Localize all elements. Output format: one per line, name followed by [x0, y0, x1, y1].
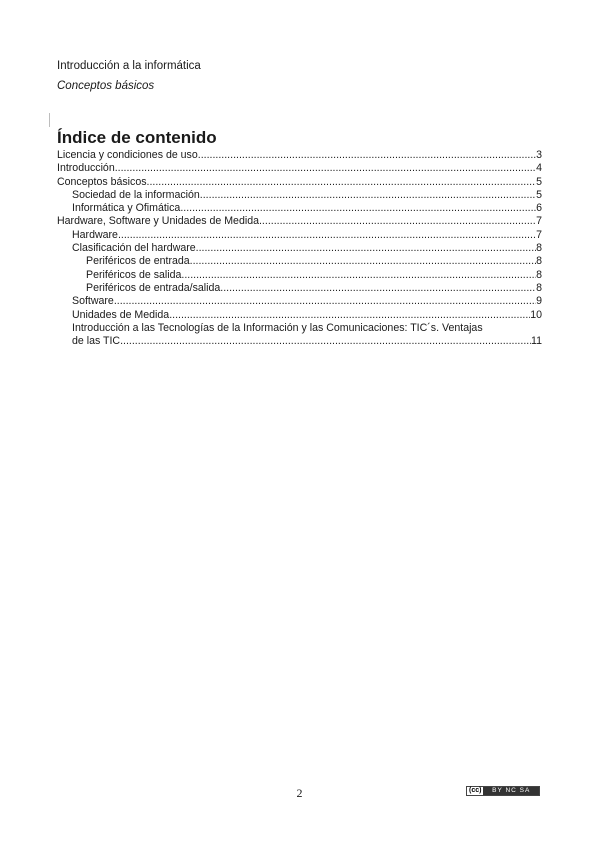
toc-entry-label: Periféricos de entrada/salida	[86, 281, 221, 294]
toc-entry-clasificacion-hardware[interactable]	[57, 242, 542, 255]
toc-entry-page: 7	[536, 215, 542, 228]
toc-leader-dots	[181, 269, 536, 282]
toc-entry-label: Sociedad de la información	[72, 188, 200, 201]
toc-leader-dots	[200, 189, 536, 202]
toc-leader-dots	[196, 242, 536, 255]
toc-entry-page: 11	[531, 335, 542, 348]
toc-entry-introduccion[interactable]	[57, 162, 542, 175]
toc-entry-page: 4	[536, 162, 542, 175]
toc-entry-page: 10	[530, 308, 542, 321]
toc-entry-label: Conceptos básicos	[57, 175, 147, 188]
toc-entry-label: Unidades de Medida	[72, 308, 170, 321]
toc-entry-page: 6	[536, 202, 542, 215]
toc-entry-label: Informática y Ofimática	[72, 202, 181, 215]
toc-entry-label: Hardware	[72, 228, 118, 241]
cc-logo-text: (cc)	[469, 787, 482, 794]
page-number: 2	[296, 786, 303, 800]
toc-leader-dots	[259, 215, 536, 228]
toc-entry-page: 8	[536, 255, 542, 268]
toc-entry-page: 8	[536, 268, 542, 281]
toc-leader-dots	[118, 229, 536, 242]
creative-commons-badge	[466, 786, 540, 796]
toc-heading: Índice de contenido	[57, 128, 217, 147]
toc-entry-label: Introducción	[57, 162, 115, 175]
toc-leader-dots	[115, 162, 536, 175]
toc-entry-hardware[interactable]	[57, 229, 542, 242]
toc-entry-perifericos-entrada-salida[interactable]	[57, 282, 542, 295]
toc-entry-label: Periféricos de entrada	[86, 255, 190, 268]
table-of-contents	[57, 149, 542, 348]
toc-entry-page: 8	[536, 242, 542, 255]
toc-entry-label: Licencia y condiciones de uso	[57, 149, 198, 161]
toc-entry-label: Hardware, Software y Unidades de Medida	[57, 215, 259, 228]
toc-entry-perifericos-entrada[interactable]	[57, 255, 542, 268]
document-header-title: Introducción a la informática	[57, 60, 201, 72]
toc-entry-hardware-software-unidades[interactable]	[57, 215, 542, 228]
toc-entry-perifericos-salida[interactable]	[57, 269, 542, 282]
toc-entry-tic[interactable]	[57, 322, 542, 349]
toc-entry-software[interactable]	[57, 295, 542, 308]
toc-entry-conceptos-basicos[interactable]	[57, 176, 542, 189]
toc-leader-dots	[190, 255, 536, 268]
toc-leader-dots	[169, 309, 530, 322]
toc-entry-sociedad-informacion[interactable]	[57, 189, 542, 202]
toc-entry-page: 5	[536, 188, 542, 201]
toc-entry-page: 3	[536, 149, 542, 161]
toc-entry-label-line2: de las TIC	[72, 335, 121, 348]
toc-entry-label: Clasificación del hardware	[72, 242, 196, 255]
toc-entry-unidades-medida[interactable]	[57, 309, 542, 322]
toc-entry-line2	[57, 335, 542, 348]
toc-leader-dots	[180, 202, 536, 215]
toc-entry-label: Periféricos de salida	[86, 268, 182, 281]
document-header-subtitle: Conceptos básicos	[57, 80, 155, 92]
cc-license-terms: BY NC SA	[483, 787, 539, 795]
toc-leader-dots	[147, 176, 537, 189]
toc-entry-licencia[interactable]	[57, 149, 542, 162]
toc-entry-page: 5	[536, 175, 542, 188]
toc-entry-informatica-ofimatica[interactable]	[57, 202, 542, 215]
text-cursor	[49, 113, 50, 127]
toc-leader-dots	[198, 149, 536, 162]
toc-leader-dots	[114, 295, 536, 308]
toc-entry-page: 7	[536, 228, 542, 241]
toc-entry-label: Software	[72, 295, 114, 308]
toc-entry-page: 9	[536, 295, 542, 308]
toc-leader-dots	[120, 335, 531, 348]
toc-leader-dots	[220, 282, 536, 295]
toc-entry-label-line1: Introducción a las Tecnologías de la Información y las Comunicaciones: TIC´s. Ventajas	[72, 321, 483, 334]
toc-entry-page: 8	[536, 281, 542, 294]
